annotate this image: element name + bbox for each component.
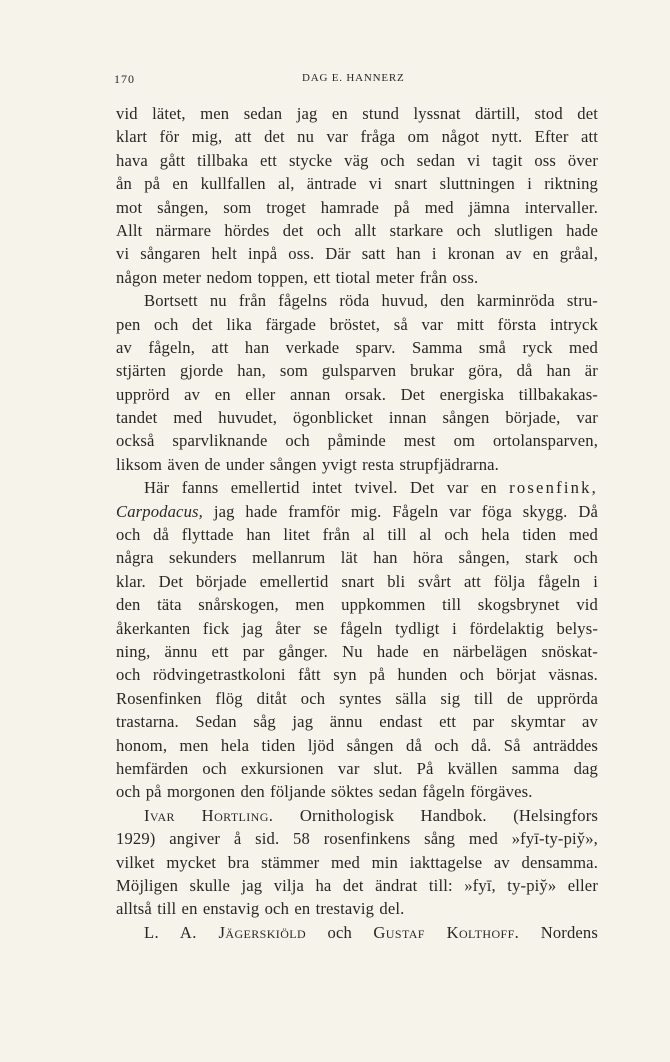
- text-segment: Nordens: [540, 922, 598, 942]
- body-text: [116, 102, 598, 944]
- text-line: vi sångaren helt inpå oss. Där satt han i kronan av en gråal,: [116, 244, 598, 264]
- text-line: Bortsett nu från fågelns röda huvud, den karminröda stru-: [144, 291, 598, 311]
- paragraph-4: [116, 804, 598, 921]
- paragraph-2: [116, 289, 598, 476]
- page-number: 170: [114, 72, 135, 86]
- text-segment: Ornithologisk Handbok. (Helsingfors: [299, 805, 598, 825]
- text-line: den täta snårskogen, men uppkommen till skogsbrynet vid: [116, 595, 598, 615]
- text-line: av fågeln, att han verkade sparv. Samma små ryck med: [116, 337, 598, 357]
- paragraph-1: [116, 102, 598, 289]
- author-name-smallcaps: L. A. Jägerskiöld: [144, 922, 307, 942]
- text-line: några sekunders mellanrum lät han höra sången, stark och: [116, 548, 598, 568]
- text-line: stjärten gjorde han, som gulsparven brukar göra, då han är: [116, 361, 598, 381]
- text-line: ån på en kullfallen al, äntrade vi snart sluttningen i riktning: [116, 174, 598, 194]
- text-line: [116, 500, 598, 523]
- text-line: ning, ännu ett par gånger. Nu hade en närbelägen snöskat-: [116, 641, 598, 661]
- text-line: vilket mycket bra stämmer med min iakttagelse av densamma.: [116, 852, 598, 872]
- paragraph-5: [116, 921, 598, 944]
- text-line: [116, 804, 598, 827]
- text-line: hemfärden och exkursionen var slut. På kvällen samma dag: [116, 758, 598, 778]
- genus-name-italic: Carpodacus,: [116, 501, 203, 521]
- text-line: och rödvingetrastkoloni fått syn på hunden och börjat väsnas.: [116, 665, 598, 685]
- text-line: också sparvliknande och påminde mest om ortolansparven,: [116, 431, 598, 451]
- text-segment: och: [327, 922, 352, 942]
- text-line: trastarna. Sedan såg jag ännu endast ett par skymtar av: [116, 712, 598, 732]
- text-line: 1929) angiver å sid. 58 rosenfinkens sång med »fyī-ty-piy̆»,: [116, 829, 598, 849]
- text-line: liksom även de under sången yvigt resta strupfjädrarna.: [116, 454, 499, 474]
- text-line: upprörd av en eller annan orsak. Det energiska tillbakakas-: [116, 384, 598, 404]
- author-name-smallcaps: Ivar Hortling.: [144, 805, 274, 825]
- text-line: hava gått tillbaka ett stycke väg och sedan vi tagit oss över: [116, 150, 598, 170]
- text-line: åkerkanten fick jag åter se fågeln tydligt i fördelaktig belys-: [116, 618, 598, 638]
- text-segment: Här fanns emellertid intet tvivel. Det var en: [144, 478, 497, 498]
- paragraph-3: [116, 476, 598, 803]
- text-segment: jag hade framför mig. Fågeln var föga skygg. Då: [213, 501, 598, 521]
- text-line: klar. Det började emellertid snart bli svårt att följa fågeln i: [116, 571, 598, 591]
- text-line: och då flyttade han litet från al till al och hela tiden med: [116, 525, 598, 545]
- text-line: mot sången, som troget hamrade på med jämna intervaller.: [116, 197, 598, 217]
- text-line: vid lätet, men sedan jag en stund lyssnat därtill, stod det: [116, 104, 598, 123]
- text-line: [116, 921, 598, 944]
- text-line: alltså till en enstavig och en trestavig del.: [116, 899, 405, 919]
- text-line: klart för mig, att det nu var fråga om något nytt. Efter att: [116, 127, 598, 147]
- running-head-author: DAG E. HANNERZ: [302, 72, 405, 84]
- species-name-spaced: rosenfink,: [509, 478, 598, 498]
- author-name-smallcaps: Gustaf Kolthoff.: [373, 922, 520, 942]
- text-line: [116, 476, 598, 499]
- text-line: Allt närmare hördes det och allt starkare och slutligen hade: [116, 220, 598, 240]
- text-line: tandet med huvudet, ögonblicket innan sången började, var: [116, 408, 598, 428]
- text-line: honom, men hela tiden ljöd sången då och då. Så anträddes: [116, 735, 598, 755]
- text-line: och på morgonen den följande söktes sedan fågeln förgäves.: [116, 782, 533, 802]
- text-line: pen och det lika färgade bröstet, så var mitt första intryck: [116, 314, 598, 334]
- running-head: [114, 72, 598, 92]
- text-line: Möjligen skulle jag vilja ha det ändrat till: »fyī, ty-piy̆» eller: [116, 875, 598, 895]
- text-line: någon meter nedom toppen, ett tiotal meter från oss.: [116, 267, 479, 287]
- text-line: Rosenfinken flög ditåt och syntes sälla sig till de upprörda: [116, 688, 598, 708]
